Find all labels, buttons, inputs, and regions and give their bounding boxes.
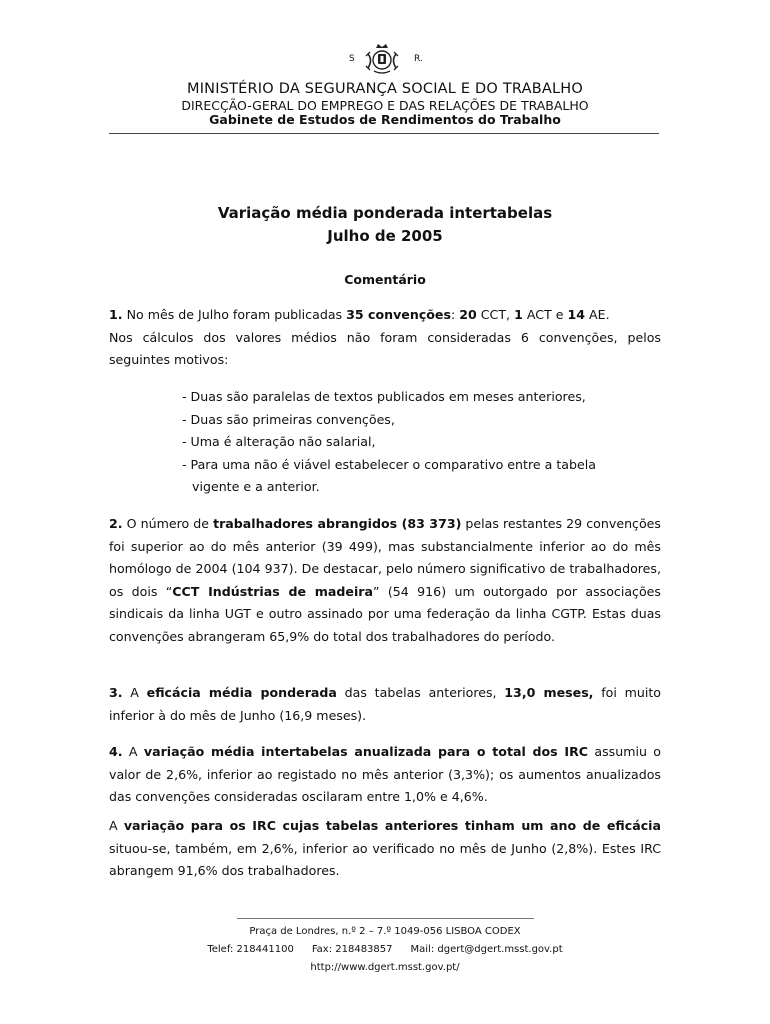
- text: A: [122, 744, 144, 759]
- paragraph-number: 4.: [109, 744, 123, 759]
- directorate-name: DIRECÇÃO-GERAL DO EMPREGO E DAS RELAÇÕES DE TRABALHO: [181, 98, 589, 113]
- emphasis: 1: [514, 307, 523, 322]
- paragraph-number: 2.: [109, 516, 123, 531]
- list-item: - Duas são primeiras convenções,: [182, 411, 395, 427]
- header-divider: [109, 133, 659, 134]
- paragraph-2: [109, 513, 661, 648]
- ministry-name: MINISTÉRIO DA SEGURANÇA SOCIAL E DO TRABALHO: [187, 81, 583, 97]
- footer-divider: [237, 918, 534, 919]
- paragraph-number: 3.: [109, 685, 123, 700]
- paragraph-1: [109, 304, 661, 372]
- text: AE.: [585, 307, 610, 322]
- text: ACT e: [522, 307, 568, 322]
- paragraph-5: [109, 815, 661, 883]
- text: No mês de Julho foram publicadas: [122, 307, 347, 322]
- emphasis: 35 convenções: [346, 307, 451, 322]
- emphasis: eficácia média ponderada: [146, 685, 337, 700]
- office-name: Gabinete de Estudos de Rendimentos do Trabalho: [209, 112, 561, 127]
- document-title: Variação média ponderada intertabelas: [217, 204, 553, 222]
- emphasis: variação média intertabelas anualizada para o total dos IRC: [143, 744, 589, 759]
- text: foi muito inferior à do mês de Junho (16,9 meses).: [109, 685, 661, 723]
- text: das tabelas anteriores,: [336, 685, 505, 700]
- text: CCT,: [476, 307, 515, 322]
- paragraph-4: [109, 741, 661, 809]
- text: A: [122, 685, 147, 700]
- coat-of-arms-icon: [364, 42, 400, 76]
- text: situou-se, também, em 2,6%, inferior ao verificado no mês de Junho (2,8%). Estes IRC abrangem 91,6% dos trabalhadores.: [109, 840, 661, 878]
- seal-left-letter: S: [349, 54, 355, 64]
- text: Nos cálculos dos valores médios não foram consideradas 6 convenções, pelos seguintes motivos:: [109, 329, 661, 367]
- list-item-continuation: vigente e a anterior.: [192, 479, 320, 494]
- list-item: - Duas são paralelas de textos publicados em meses anteriores,: [182, 389, 586, 404]
- emphasis: 13,0 meses,: [504, 685, 594, 700]
- paragraph-number: 1.: [109, 307, 123, 322]
- footer-mail[interactable]: Mail: dgert@dgert.msst.gov.pt: [410, 944, 563, 955]
- list-item: - Uma é alteração não salarial,: [182, 434, 376, 449]
- footer-url[interactable]: http://www.dgert.msst.gov.pt/: [310, 962, 460, 973]
- footer-phone: Telef: 218441100: [207, 944, 294, 955]
- text: :: [450, 307, 460, 322]
- text: ” (54 916) um outorgado por associações sindicais da linha UGT e outro assinado por uma federação da linha CGTP. Estas duas convenções abrangeram 65,9% do total dos trabalhadores do período.: [109, 583, 661, 644]
- emphasis: CCT Indústrias de madeira: [172, 583, 373, 599]
- emphasis: 14: [567, 307, 585, 322]
- section-heading: Comentário: [344, 272, 426, 287]
- seal-right-letter: R.: [414, 54, 423, 64]
- document-period: Julho de 2005: [327, 227, 443, 245]
- text: A: [109, 818, 124, 833]
- emphasis: 20: [459, 307, 477, 322]
- footer-fax: Fax: 218483857: [311, 944, 393, 955]
- emphasis: variação para os IRC cujas tabelas anteriores tinham um ano de eficácia: [123, 818, 661, 833]
- footer-address: Praça de Londres, n.º 2 – 7.º 1049-056 LISBOA CODEX: [249, 926, 521, 937]
- seal-row: [0, 42, 770, 78]
- text: O número de: [122, 516, 214, 531]
- reasons-list: [182, 386, 622, 499]
- footer-contacts: [0, 944, 770, 955]
- paragraph-3: [109, 682, 661, 727]
- text: assumiu o valor de 2,6%, inferior ao registado no mês anterior (3,3%); os aumentos anualizados das convenções consideradas oscilaram entre 1,0% e 4,6%.: [109, 744, 661, 804]
- text: pelas restantes 29 convenções foi superior ao do mês anterior (39 499), mas substancialmente inferior ao do mês homólogo de 2004 (104 937). De destacar, pelo número significativo de trabalhadores, os dois “: [109, 516, 661, 599]
- emphasis: trabalhadores abrangidos (83 373): [213, 516, 462, 531]
- list-item: - Para uma não é viável estabelecer o comparativo entre a tabela: [182, 456, 596, 472]
